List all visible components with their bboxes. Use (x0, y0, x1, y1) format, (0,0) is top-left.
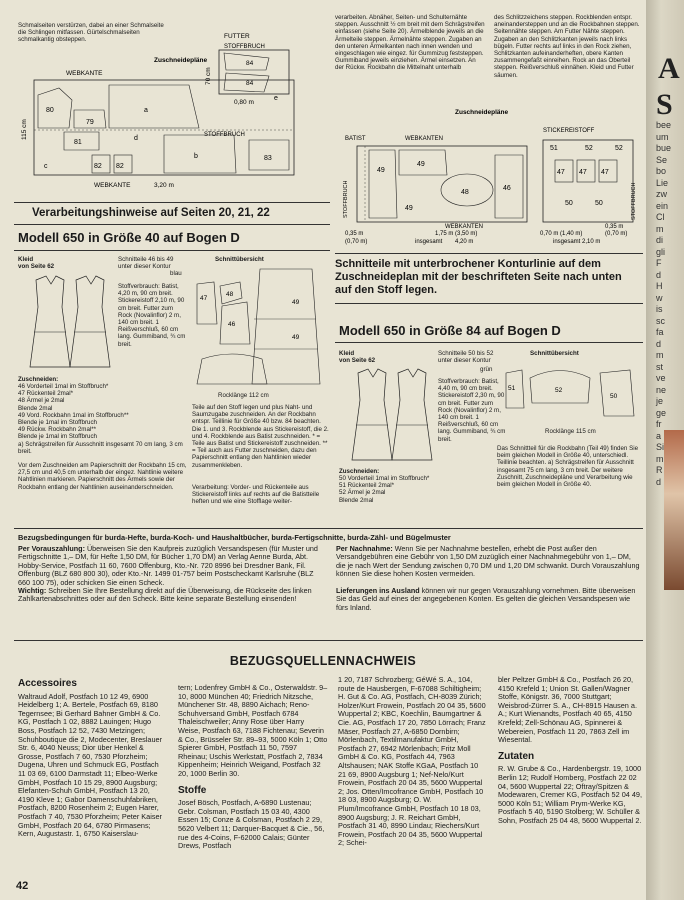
piece-80: 80 (46, 107, 54, 114)
model1-von-seite: von Seite 62 (18, 263, 55, 270)
model1-zuschneiden-title: Zuschneiden: (18, 376, 59, 383)
plan2-d2c: 4,20 m (455, 239, 474, 245)
spine-line: bee (656, 120, 672, 130)
plan1-webkante: WEBKANTE (66, 70, 103, 77)
m1-piece-48: 48 (226, 291, 234, 298)
piece2-48: 48 (461, 189, 469, 196)
model2-rock-label: Rocklänge 115 cm (545, 428, 596, 435)
plan1-stoffbruch: STOFFBRUCH (204, 132, 245, 138)
model2-heading: Modell 650 in Größe 84 auf Bogen D (339, 323, 561, 338)
spine-line: d (656, 269, 662, 280)
m2-piece-52: 52 (555, 387, 563, 394)
spine-line: m (656, 453, 664, 464)
processing-text-mid: verarbeiten. Abnäher, Seiten- und Schulternähte steppen. Ausschnitt ½ cm breit mit dem Schrägstreifen einfassen (siehe Seite 20). Ärmelblende jeweils an die Ärmelteile steppen. Ärmelnähte steppen. Zugaben an den unteren Ärmelkanten nach innen wenden und eingeschlagen wie eingez. für Gummizug feststeppen. Gummiband jeweils einziehen. Ärmel einsetzen. An der Rückw. Rockbahn die Mittelnaht unterhalb (335, 14, 485, 72)
spine-line: d (656, 476, 662, 487)
plan2-stoffbruch: STOFFBRUCH (343, 180, 349, 218)
piece-84b: 84 (246, 80, 254, 87)
spine-line: bue (656, 143, 672, 153)
terms-left: Per Vorauszahlung: Überweisen Sie den Kaufpreis zuzüglich Versandspesen (für Muster und Fertigschnitte 1,– DM, für Hefte 1,50 DM, für Bücher 1,70 DM) an Verlag Aenne Burda, Abt. Hobby-Service, Postfach 11 60, 7600 Offenburg, Kto.-Nr. 720 8996 bei Dresdner Bank, Fil. Offenburg (BLZ 680 800 30), oder Kto.-Nr. 1499 01-757 beim Postscheckamt Karlsruhe (BLZ 660 100 75), oder schicken Sie einen Scheck. Wichtig: Schreiben Sie Ihre Bestellung direkt auf die Überweisung, die Rückseite des linken Zahlkartenabschnittes oder auf den Scheck. Bitte keine separate Bestellung einsenden! (18, 544, 318, 604)
refs-col2: tern; Lodenfrey GmbH & Co., Osterwaldstr. 9–10, 8000 München 40; Friedrich Nitzsche, Münchener Str. 48, 8890 Aichach; Reno-Schuhversand GmbH, Postfach 6784 Thaleischweiler; Anny Rose über Harry Weise, Postfach 63, 7188 Fichtenau; Severin & Co., Brüsseler Str. 89–93, 5000 Köln 1; Otto Spierer GmbH, Postfach 11 50, 7597 Rheinau; Uschis Werkstatt, Postfach 2, 7834 Kippenheim; Heinrich Weigand, Postfach 32 20, 1000 Berlin 30. Stoffe Josef Bösch, Postfach, A-6890 Lustenau; Gebr. Colsman, Postfach 15 03 40, 4300 Essen 15; Conze & Colsman, Postfach 2 29, 5620 Velbert 11; Darquer-Bacquet & Cie., 56, rue des 4-Coins, F-62000 Calais; Günter Drews, Postfach (178, 683, 328, 851)
terms-right: Per Nachnahme: Wenn Sie per Nachnahme bestellen, erhebt die Post außer den Versandgebühren eine Gebühr von 1,50 DM zuzüglich einer Nachnahmegebühr von 1,– DM, die je nach Wert der Sendung zwischen 0,70 DM und 1,20 DM schwankt. Durch Vorauszahlung können Sie diese hohen Kosten vermeiden. Lieferungen ins Ausland können wir nur gegen Vorauszahlung vornehmen. Bitte überweisen Sie das Geld auf eines der angegebenen Konten. Es gelten die gleichen Versandspesen wie fürs Inland. (336, 544, 640, 612)
piece2-49c: 49 (405, 205, 413, 212)
model1-pattern-overview (192, 264, 332, 394)
spine-line: ein (656, 200, 669, 211)
plan2-d1b: (0,70 m) (345, 239, 368, 245)
spine-line: Se (656, 154, 668, 165)
plan1-stoffbruch-top: STOFFBRUCH (224, 44, 265, 50)
page-number: 42 (16, 880, 29, 892)
plan2-d1: 0,35 m (345, 231, 364, 237)
model1-schnitt: Schnitteile 46 bis 49 unter dieser Kontur (118, 256, 174, 271)
spine-line: Lie (656, 177, 669, 188)
plan2-stoffbruch-r: STOFFBRUCH (631, 182, 637, 220)
processing-text-right: des Schlitzzeichens steppen. Rockblenden entspr. aneinandersteppen und an die Rockbahnen steppen. Seitennähte steppen. Am Futter Nähte steppen. Zugaben an den Schlitzkanten jeweils nach links bügeln. Futter rechts auf links in den Rock ziehen, Schlitzkanten aufeinanderheften, obere Kanten zusammengefaßt einreihen. Rock an das Oberteil steppen. Reißverschluß einnähen. Kleid und Futter säumen. (494, 14, 640, 79)
cutting-plan-2 (335, 100, 645, 250)
plan2-d3b: 0,70 m (1,40 m) (540, 231, 583, 237)
model2-right-text: Das Schnittteil für die Rockbahn (Teil 49) finden Sie beim gleichen Modell in Größe 40, unterschiedl. Teillinie beachten. a) Schrägstreifen für Ausschnitt insgesamt 75 cm lang, 3 cm breit. Der weitere Zuschnitt, Zuschneidepläne und Verarbeitung wie beim gleichen Modell in Größe 40. (497, 445, 639, 489)
piece-a: a (144, 107, 148, 114)
model1-stoff: Stoffverbrauch: Batist, 4,20 m, 90 cm breit. Stickereistoff 2,10 m, 90 cm breit. Futter zum Rock (Novalinflor) 2 m, 140 cm breit. 1 Reißverschluß, 60 cm lang. Gummiband, ¾ cm breit. (118, 283, 186, 348)
spine-line: ne (656, 384, 667, 395)
model2-pattern-overview (500, 358, 642, 428)
spine-letter-s: S (656, 88, 673, 121)
spine-line: F (656, 258, 662, 268)
piece-d: d (134, 135, 138, 142)
plan2-d3: 0,35 m (605, 224, 624, 230)
spine-line: a (656, 430, 662, 441)
plan1-futter: FUTTER (224, 33, 250, 40)
model2-dress-sketch (338, 365, 438, 465)
dim-h2: 115 cm (21, 119, 28, 140)
model1-schnitt-title: Schnittübersicht (215, 256, 264, 263)
piece2-51: 51 (550, 145, 558, 152)
spine-line: bo (656, 166, 667, 176)
refs-col3: 1 20, 7187 Schrozberg; GéWé S. A., 104, route de Hausbergen, F-67088 Schiltigheim; H. Gut & Co. AG, Postfach, CH-8039 Zürich; Holzer/Kurt Frowein, Postfach 20 04 35, 5600 Wuppertal 2; KBC, Koechlin, Baumgartner & Cie. AG, Postfach 17 20, 7850 Lörrach; Franz Mäser, Postfach 27, A-6850 Dornbirn; Mörlenbach, Textilmanufaktur GmbH, Postfach 27, 6942 Mörlenbach; Fritz Moll GmbH & Co. KG, Postfach 44, 7963 Altshausen; NAK Stoffe KGaA, Postfach 10 21 69, 8900 Augsburg 1; Nef-Nelo/Kurt Frowein, Postfach 20 04 35, 5600 Wuppertal 2; Jos. Otten/Imcofrance GmbH, Postfach 10 18 03, 8900 Augsburg; O. W. Plum/Imcofrance GmbH, Postfach 10 18 03, 8900 Augsburg; J. R. Reichart GmbH, Postfach 31 40, 8990 Lindau; Riechers/Kurt Frowein, Postfach 20 04 35, 5600 Wuppertal 2; Schei- (338, 675, 486, 848)
spine-line: zw (656, 189, 667, 199)
model2-zuschneiden-title: Zuschneiden: (339, 468, 380, 475)
banner: Schnitteile mit unterbrochener Konturlinie auf dem Zuschneideplan mit der beschrifteten Seite nach unten auf den Stoff legen. (335, 258, 622, 296)
piece-84a: 84 (246, 60, 254, 67)
model1-vor-dem: Vor dem Zuschneiden am Papierschnitt der Rockbahn 15 cm, 27,5 cm und 40,5 cm unterhalb der eingez. Nahtlinie weitere Nahtlinien markieren. Papierschnitt des Ärmels sowie der Rockbahn entlang der Nahtlinien auseinanderschneiden. (18, 462, 187, 491)
plan2-d2b: insgesamt (415, 239, 443, 245)
piece-79: 79 (86, 119, 94, 126)
m1-piece-49a: 49 (292, 299, 300, 306)
dim-w2: 3,20 m (154, 182, 174, 189)
spine-letter-a: A (658, 52, 680, 85)
m2-piece-51: 51 (508, 385, 516, 392)
spine-line: fa (656, 327, 664, 337)
spine-line: st (656, 361, 664, 372)
spine-line: m (656, 350, 664, 360)
spine-line: w (656, 292, 663, 303)
m1-piece-47: 47 (200, 295, 208, 302)
model2-schnitt: Schnitteile 50 bis 52 unter dieser Kontur (438, 350, 494, 365)
plan1-webkante-bottom: WEBKANTE (94, 182, 131, 189)
piece2-50a: 50 (565, 200, 573, 207)
m2-piece-50: 50 (610, 393, 618, 400)
spine-line: Cl (656, 212, 665, 222)
spine-photo (664, 430, 684, 590)
model2-von-seite: von Seite 62 (339, 357, 376, 364)
piece2-49a: 49 (377, 167, 385, 174)
piece-81: 81 (74, 139, 82, 146)
hint-bar: Verarbeitungshinweise auf Seiten 20, 21, 22 (32, 207, 270, 219)
refs-col4: bler Peltzer GmbH & Co., Postfach 26 20, 4150 Krefeld 1; Union St. Gallen/Wagner Stoffe, Königstr. 36, 7000 Stuttgart; Weisbrod-Zürrer S. A., CH-8915 Hausen a. A.; Kurt Wienandts, Postfach 40 65, 4150 Krefeld; Zell-Schönau AG, Spinnerei & Webereien, Postfach 11 20, 7863 Zell im Wiesental. Zutaten R. W. Grube & Co., Hardenbergstr. 19, 1000 Berlin 12; Rudolf Homberg, Postfach 22 02 04, 5600 Wuppertal 22; Oftray/Spitzen & Modewaren, Cremer KG, Postfach 52 04 49, 5000 Köln 51; William Prym-Werke KG, Postfach 5 40, 5190 Stolberg; W. Schüller & Sohn, Postfach 25 04 48, 5600 Wuppertal 2. (498, 675, 642, 825)
plan2-webkanten: WEBKANTEN (405, 136, 444, 142)
model1-zuschneiden-list: 46 Vorderteil 1mal im Stoffbruch* 47 Rückenteil 2mal* 48 Ärmel je 2mal Blende 2mal 49 Vord. Rockbahn 1mal im Stoffbruch** Blende je 1mal im Stoffbruch 49 Rückw. Rockbahn 2mal** Blende je 1mal im Stoffbruch a) Schrägstreifen für Ausschnitt insgesamt 70 cm lang, 3 cm breit. (18, 383, 183, 455)
model1-verarbeitung: Verarbeitung: Vorder- und Rückenteile aus Stickereistoff links auf rechts auf die Batistteile heften und wie eine Stofflage weiter- (192, 484, 320, 506)
spine-line: R (656, 465, 663, 475)
spine-line: gli (656, 246, 666, 257)
terms-title: Bezugsbedingungen für burda-Hefte, burda-Koch- und Haushaltbücher, burda-Fertigschnitte, burda-Zähl- und Bügelmuster (18, 533, 451, 542)
spine-line: Si (656, 442, 665, 452)
model2-zuschneiden-list: 50 Vorderteil 1mal im Stoffbruch* 51 Rückenteil 2mal* 52 Ärmel je 2mal Blende 2mal (339, 475, 430, 504)
model1-kleid: Kleid (18, 256, 34, 263)
plan2-d2: 1,75 m (3,50 m) (435, 231, 478, 237)
spine-line: ve (656, 373, 666, 383)
plan2-stickereistoff: STICKEREISTOFF (543, 128, 595, 134)
piece-83: 83 (264, 155, 272, 162)
refs-title: BEZUGSQUELLENNACHWEIS (229, 654, 417, 668)
spine-line: is (656, 304, 663, 314)
spine-line: um (656, 131, 669, 142)
plan2-batist: BATIST (345, 136, 366, 142)
piece-82b: 82 (116, 163, 124, 170)
model2-color: grün (480, 366, 493, 373)
plan2-title: Zuschneidepläne (455, 109, 509, 116)
dim-w1: 0,80 m (234, 99, 254, 106)
spine-line: m (656, 223, 664, 234)
spine-line: fr (656, 419, 662, 429)
intro-text: Schmalseiten verstürzen, dabei an einer Schmalseite die Schlingen mitfassen. Gürtelschmalseiten schmalkantig obsteppen. (18, 22, 164, 44)
adjacent-page-edge (646, 0, 684, 900)
piece2-47c: 47 (601, 169, 609, 176)
piece-b: b (194, 153, 198, 160)
spine-line: di (656, 235, 664, 245)
piece-c: c (44, 163, 48, 170)
spine-line: ge (656, 407, 667, 418)
piece-e: e (274, 95, 278, 102)
model1-heading: Modell 650 in Größe 40 auf Bogen D (18, 230, 240, 245)
model1-dress-sketch (16, 272, 116, 372)
piece2-49b: 49 (417, 161, 425, 168)
piece2-52a: 52 (585, 145, 593, 152)
plan2-d3d: insgesamt 2,10 m (553, 239, 601, 245)
plan2-webkanten-b: WEBKANTEN (445, 224, 484, 230)
piece2-47a: 47 (557, 169, 565, 176)
m1-piece-49b: 49 (292, 334, 300, 341)
model1-teile-text: Teile auf den Stoff legen und plus Naht- und Saumzugabe zuschneiden. An der Rockbahn entspr. Teillinie für Größe 40 bzw. 84 beachten. Die 1. und 3. Rockblende aus Stickereistoff, die 2. und 4. Rockblende aus Batist zuschneiden. * = Teile aus Batist und Stickereistoff zuschneiden. ** = Teil auch aus Futter zuschneiden, dazu den Papierschnitt entlang den Nahtlinien wieder zusammenkleben. (192, 404, 329, 469)
model2-schnitt-title: Schnittübersicht (530, 350, 579, 357)
dim-h1: 70 cm (205, 67, 212, 85)
spine-line: H (656, 281, 663, 291)
plan2-d3c: (0,70 m) (605, 231, 628, 237)
m1-piece-46: 46 (228, 321, 236, 328)
piece2-52b: 52 (615, 145, 623, 152)
model1-color: blau (170, 270, 182, 277)
spine-line: d (656, 338, 662, 349)
piece-82a: 82 (94, 163, 102, 170)
spine-line: je (656, 396, 664, 406)
piece2-47b: 47 (579, 169, 587, 176)
spine-line: sc (656, 315, 665, 326)
plan1-title: Zuschneidepläne (154, 57, 208, 64)
model2-kleid: Kleid (339, 350, 355, 357)
refs-col1: Accessoires Waltraud Adolf, Postfach 10 12 49, 6900 Heidelberg 1; A. Bertele, Postfach 69, 8180 Tegernsee; Bi Gerhard Bahner GmbH & Co. KG, Postfach 1 02, 8882 Lauingen; Hugo Boss, Postfach 12 52, 7430 Metzingen; Schuhboutique die 2, Modecenter, Breslauer Str. 6, 4040 Neuss; Dior über Henkel & Grosse, Postfach 7 60, 7530 Pforzheim; Dugena, Uhren und Schmuck EG, Postfach 11 03 69, 6100 Darmstadt 11; Elbeo-Werke GmbH, Postfach 10 15 29, 8900 Augsburg; Elefanten-Schuh GmbH, Postfach 13 20, 4190 Kleve 1; Gabor Damenschuhfabriken, Postfach, 8200 Rosenheim 2; Eugen Harer, Postfach 7 40, 7530 Pforzheim; Peter Kaiser GmbH, Postfach 20 64, 6780 Pirmasens; Kern, Augustastr. 1, 6750 Kaiserslau- (18, 678, 163, 839)
piece2-46: 46 (503, 185, 511, 192)
piece2-50b: 50 (595, 200, 603, 207)
model1-rock-label: Rocklänge 112 cm (218, 392, 269, 399)
model2-stoff: Stoffverbrauch: Batist, 4,40 m, 90 cm breit. Stickereistoff 2,30 m, 90 cm breit. Futter zum Rock (Novalinflor) 2 m, 140 cm breit. 1 Reißverschluß, 60 cm lang. Gummiband, ¾ cm breit. (438, 378, 506, 443)
